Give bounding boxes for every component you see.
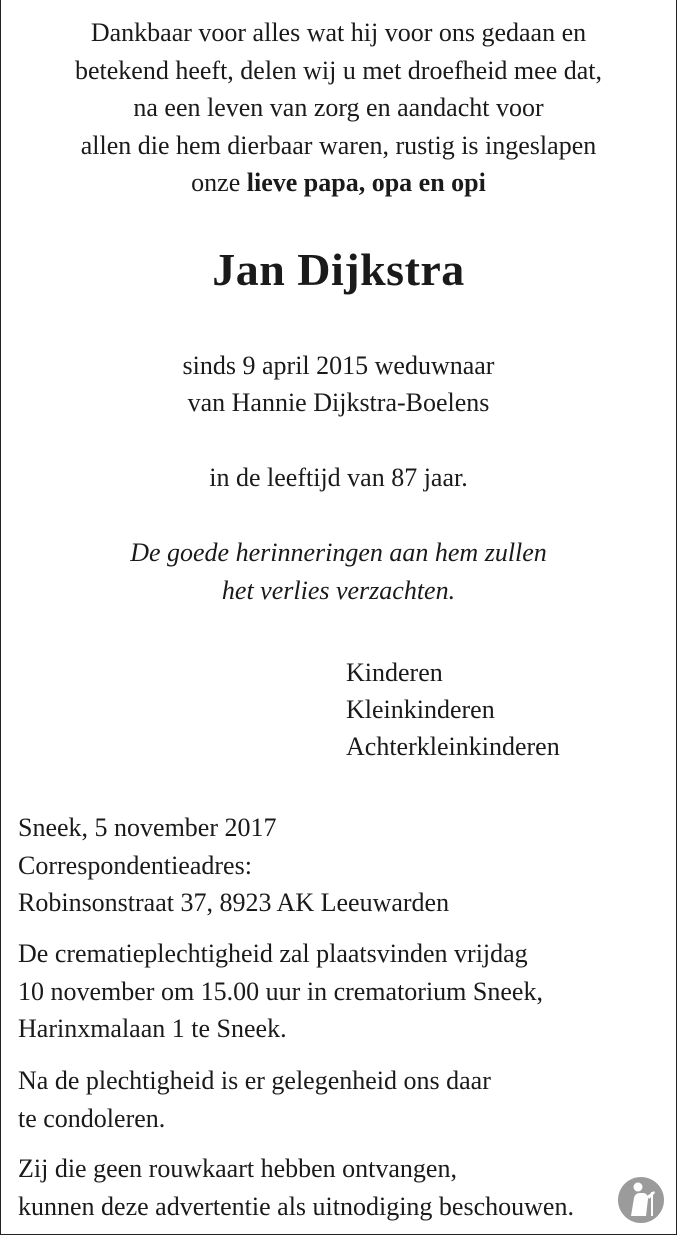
quote-line-2: het verlies verzachten. (221, 576, 456, 605)
ceremony-info (18, 935, 543, 1048)
signers-list (346, 654, 560, 765)
memorial-figure-icon (617, 1176, 665, 1224)
place-date-block (18, 809, 449, 922)
intro-paragraph (0, 14, 677, 202)
age-line: in de leeftijd van 87 jaar. (209, 463, 468, 492)
invitation-line: Zij die geen rouwkaart hebben ontvangen, (18, 1154, 457, 1183)
intro-last-line (0, 164, 677, 202)
intro-last-prefix: onze (191, 168, 247, 197)
intro-line: Dankbaar voor alles wat hij voor ons gedaan en (90, 18, 587, 47)
signer-item: Kinderen (346, 658, 443, 687)
widower-info (0, 347, 677, 421)
widower-line-2: van Hannie Dijkstra-Boelens (187, 388, 490, 417)
intro-line: allen die hem dierbaar waren, rustig is ingeslapen (80, 130, 597, 160)
correspondence-address: Robinsonstraat 37, 8923 AK Leeuwarden (18, 888, 450, 917)
intro-line: betekend heeft, delen wij u met droefheid mee dat, (74, 55, 602, 85)
ceremony-line: 10 november om 15.00 uur in crematorium Sneek, (18, 976, 543, 1006)
place-date: Sneek, 5 november 2017 (18, 813, 277, 842)
signer-item: Achterkleinkinderen (346, 732, 560, 761)
memorial-quote (0, 534, 677, 610)
quote-line-1: De goede herinneringen aan hem zullen (130, 538, 547, 567)
intro-last-bold: lieve papa, opa en opi (246, 168, 486, 197)
correspondence-label: Correspondentieadres: (18, 850, 252, 880)
intro-line: na een leven van zorg en aandacht voor (133, 93, 544, 122)
deceased-name: Jan Dijkstra (212, 244, 465, 295)
invitation-info (18, 1150, 574, 1225)
ceremony-line: Harinxmalaan 1 te Sneek. (18, 1014, 287, 1043)
signer-item: Kleinkinderen (346, 695, 495, 724)
condolence-line: te condoleren. (18, 1103, 166, 1133)
condolence-info (18, 1062, 491, 1137)
invitation-line: kunnen deze advertentie als uitnodiging beschouwen. (18, 1191, 574, 1221)
widower-line-1: sinds 9 april 2015 weduwnaar (182, 351, 495, 380)
condolence-line: Na de plechtigheid is er gelegenheid ons daar (18, 1066, 491, 1095)
ceremony-line: De crematieplechtigheid zal plaatsvinden vrijdag (18, 939, 528, 968)
